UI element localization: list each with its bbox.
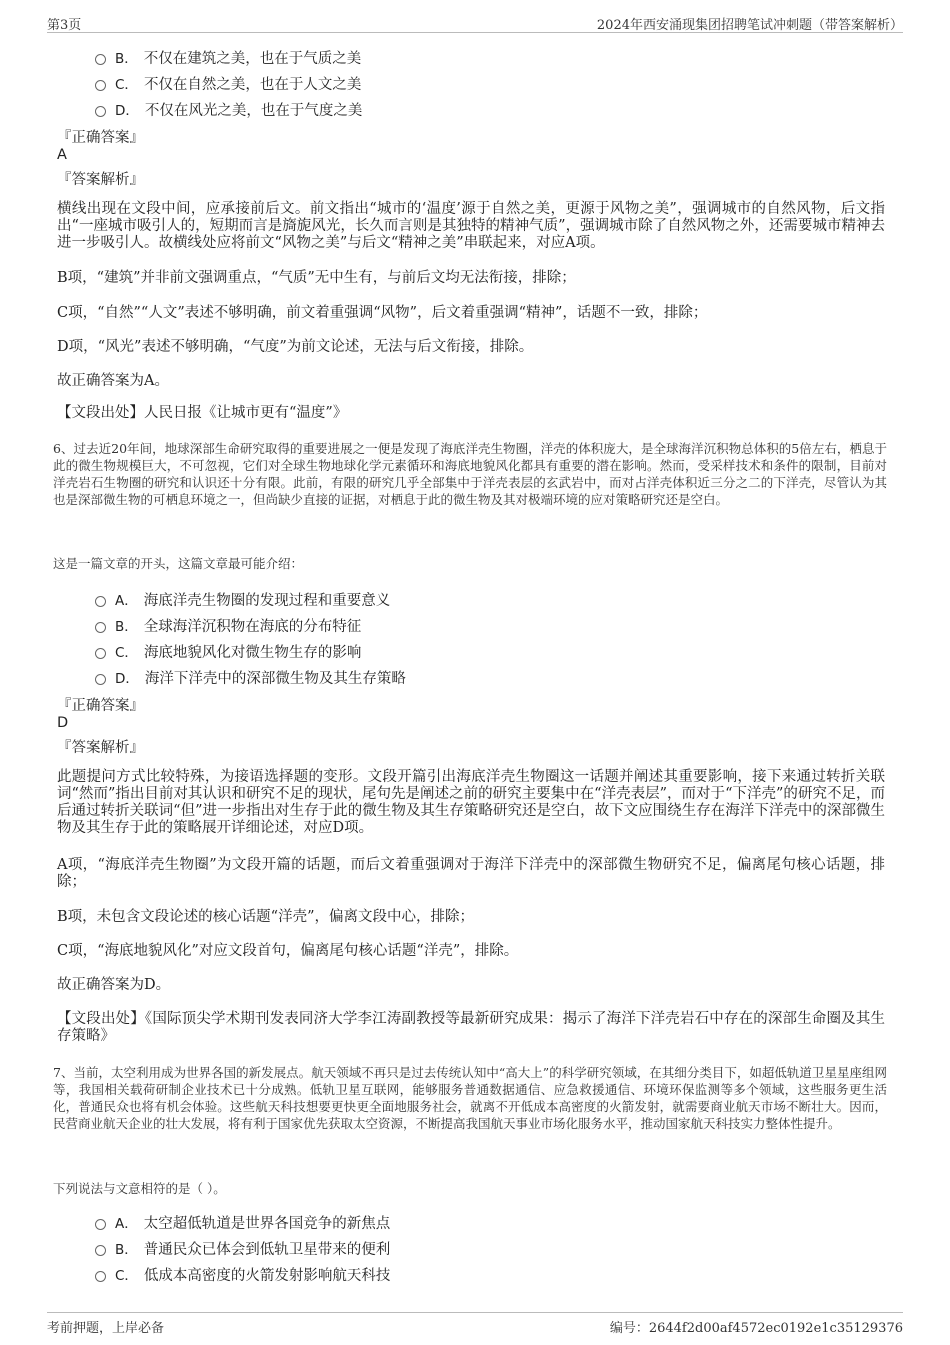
q6-analysis-c: C项，“海底地貌风化”对应文段首句，偏离尾句核心话题“洋壳”，排除。 <box>57 943 519 959</box>
q6-option-d[interactable]: D． 海洋下洋壳中的深部微生物及其生存策略 <box>95 666 406 688</box>
q7-option-a[interactable]: A． 太空超低轨道是世界各国竞争的新焦点 <box>95 1211 390 1233</box>
q6-option-a[interactable]: A． 海底洋壳生物圈的发现过程和重要意义 <box>95 588 390 610</box>
q6-analysis-a: A项，“海底洋壳生物圈”为文段开篇的话题，而后文着重强调对于海洋下洋壳中的深部微生物研究不足，偏离尾句核心话题，排除； <box>57 857 885 890</box>
q7-option-c[interactable]: C． 低成本高密度的火箭发射影响航天科技 <box>95 1263 390 1285</box>
q6-option-b[interactable]: B． 全球海洋沉积物在海底的分布特征 <box>95 614 361 636</box>
q5-analysis-main: 横线出现在文段中间，应承接前后文。前文指出“城市的‘温度’源于自然之美，更源于风物之美”，强调城市的自然风物，后文指出“一座城市吸引人的，短期而言是旖旎风光，长久而言则是其独特的精神气质”，强调城市除了自然风物之外，还需要城市精神去进一步吸引人。故横线处应将前文“风物之美”与后文“精神之美”串联起来，对应A项。 <box>57 201 885 251</box>
radio-icon[interactable] <box>95 622 106 633</box>
q5-source: 【文段出处】人民日报《让城市更有“温度”》 <box>57 405 348 421</box>
q5-option-d[interactable]: D． 不仅在风光之美，也在于气度之美 <box>95 98 362 120</box>
q6-option-c[interactable]: C． 海底地貌风化对微生物生存的影响 <box>95 640 361 662</box>
option-text: 全球海洋沉积物在海底的分布特征 <box>143 618 362 635</box>
option-text: 低成本高密度的火箭发射影响航天科技 <box>143 1267 391 1284</box>
q7-option-b[interactable]: B． 普通民众已体会到低轨卫星带来的便利 <box>95 1237 390 1259</box>
q7-question: 下列说法与文意相符的是（ ）。 <box>53 1181 226 1196</box>
radio-icon[interactable] <box>95 648 106 659</box>
q5-analysis-c: C项，“自然”“人文”表述不够明确，前文着重强调“风物”，后文着重强调“精神”，话题不一致，排除； <box>57 305 708 321</box>
option-text: 海洋下洋壳中的深部微生物及其生存策略 <box>144 670 406 687</box>
q5-option-b[interactable]: B． 不仅在建筑之美，也在于气质之美 <box>95 46 361 68</box>
radio-icon[interactable] <box>95 596 106 607</box>
q6-answer: D <box>57 715 69 731</box>
radio-icon[interactable] <box>95 1219 106 1230</box>
footer-slogan: 考前押题，上岸必备 <box>47 1321 165 1336</box>
radio-icon[interactable] <box>95 1271 106 1282</box>
q5-conclusion: 故正确答案为A。 <box>57 373 169 389</box>
radio-icon[interactable] <box>95 674 106 685</box>
radio-icon[interactable] <box>95 80 106 91</box>
radio-icon[interactable] <box>95 1245 106 1256</box>
radio-icon[interactable] <box>95 54 106 65</box>
option-text: 海底地貌风化对微生物生存的影响 <box>143 644 362 661</box>
q6-source: 【文段出处】《国际顶尖学术期刊发表同济大学李江涛副教授等最新研究成果：揭示了海洋下洋壳岩石中存在的深部生命圈及其生存策略》 <box>57 1011 885 1044</box>
q6-question: 这是一篇文章的开头，这篇文章最可能介绍： <box>53 556 304 571</box>
q6-analysis-main: 此题提问方式比较特殊，为接语选择题的变形。文段开篇引出海底洋壳生物圈这一话题并阐述其重要影响，接下来通过转折关联词“然而”指出目前对其认识和研究不足的现状，尾句先是阐述之前的研究主要集中在“洋壳表层”，而对于“下洋壳”的研究不足，而后通过转折关联词“但”进一步指出对生存于此的微生物及其生存策略研究还是空白，故下文应围绕生存在海洋下洋壳中的深部微生物及其生存于此的策略展开详细论述，对应D项。 <box>57 769 885 836</box>
q6-analysis-label: 『答案解析』 <box>57 740 144 756</box>
document-title: 2024年西安涌现集团招聘笔试冲刺题（带答案解析） <box>596 18 903 33</box>
option-text: 不仅在建筑之美，也在于气质之美 <box>143 50 362 67</box>
page-number: 第3页 <box>47 18 82 33</box>
q6-conclusion: 故正确答案为D。 <box>57 977 171 993</box>
q6-answer-label: 『正确答案』 <box>57 698 144 714</box>
q5-analysis-label: 『答案解析』 <box>57 172 144 188</box>
radio-icon[interactable] <box>95 106 106 117</box>
option-text: 海底洋壳生物圈的发现过程和重要意义 <box>143 592 391 609</box>
q5-analysis-d: D项，“风光”表述不够明确，“气度”为前文论述，无法与后文衔接，排除。 <box>57 339 534 355</box>
q5-option-c[interactable]: C． 不仅在自然之美，也在于人文之美 <box>95 72 361 94</box>
q6-analysis-b: B项，未包含文段论述的核心话题“洋壳”，偏离文段中心，排除； <box>57 909 474 925</box>
page-header <box>47 12 903 33</box>
q7-stem: 7、当前，太空利用成为世界各国的新发展点。航天领域不再只是过去传统认知中“高大上”的科学研究领域，在其细分类目下，如超低轨道卫星星座组网等，我国相关载荷研制企业技术已十分成熟。低轨卫星互联网，能够服务普通数据通信、应急救援通信、环境环保监测等多个领域，这些服务更生活化，普通民众也将有机会体验。这些航天科技想要更快更全面地服务社会，就离不开低成本高密度的火箭发射，就需要商业航天市场不断壮大。因而，民营商业航天企业的壮大发展，将有利于国家优先获取太空资源，不断提高我国航天事业市场化服务水平，推动国家航天科技实力整体性提升。 <box>53 1065 887 1131</box>
q5-analysis-b: B项，“建筑”并非前文强调重点，“气质”无中生有，与前后文均无法衔接，排除； <box>57 270 576 286</box>
option-text: 不仅在自然之美，也在于人文之美 <box>143 76 362 93</box>
q5-answer-label: 『正确答案』 <box>57 130 144 146</box>
q6-stem: 6、过去近20年间，地球深部生命研究取得的重要进展之一便是发现了海底洋壳生物圈，洋壳的体积庞大，是全球海洋沉积物总体积的5倍左右，栖息于此的微生物规模巨大，不可忽视，它们对全球生物地球化学元素循环和海底地貌风化都具有重要的潜在影响。然而，受采样技术和条件的限制，目前对洋壳岩石生物圈的研究和认识还十分有限。此前，有限的研究几乎全部集中于洋壳表层的玄武岩中，而对占洋壳体积近三分之二的下洋壳，尽管认为其也是深部微生物的可栖息环境之一，但尚缺少直接的证据，对栖息于此的微生物及其对极端环境的应对策略研究还是空白。 <box>53 441 887 507</box>
option-text: 不仅在风光之美，也在于气度之美 <box>144 102 363 119</box>
page-footer <box>47 1312 903 1335</box>
document-code: 编号：2644f2d00af4572ec0192e1c35129376 <box>609 1321 903 1336</box>
option-text: 普通民众已体会到低轨卫星带来的便利 <box>143 1241 391 1258</box>
option-text: 太空超低轨道是世界各国竞争的新焦点 <box>143 1215 391 1232</box>
q5-answer: A <box>57 147 67 163</box>
